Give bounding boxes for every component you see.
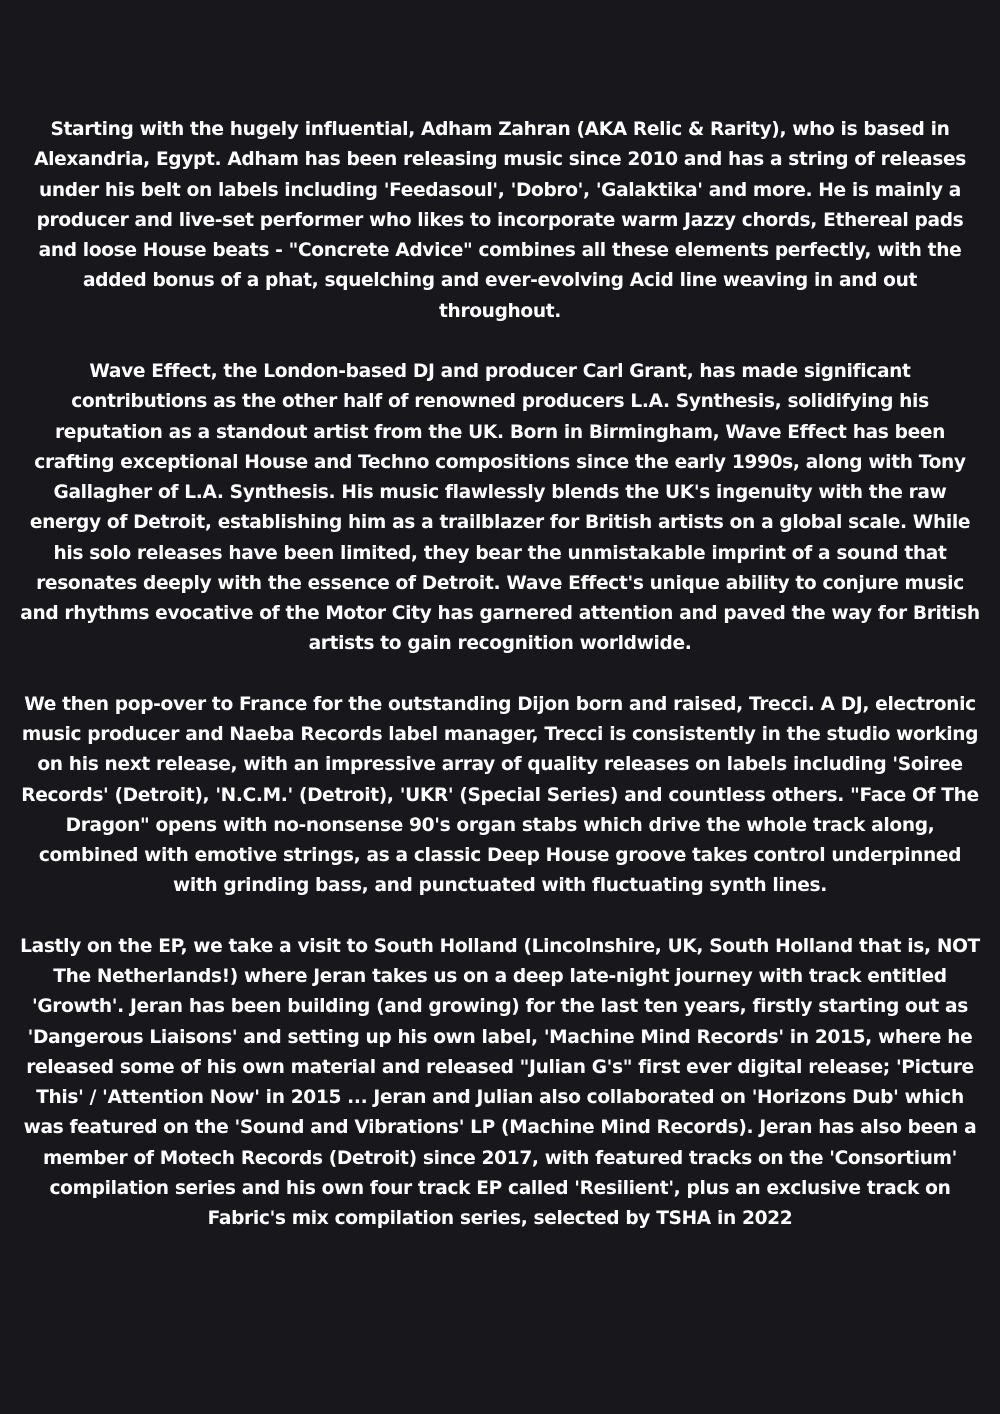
paragraph-adham-zahran: Starting with the hugely influential, Adham Zahran (AKA Relic & Rarity), who is based in Alexandria, Egypt. Adham has been releasing music since 2010 and has a string of releases under his belt on labels including 'Feedasoul', 'Dobro', 'Galaktika' and more. He is mainly a producer and live-set performer who likes to incorporate warm Jazzy chords, Ethereal pads and loose House beats - "Concrete Advice" combines all these elements perfectly, with the added bonus of a phat, squelching and ever-evolving Acid line weaving in and out throughout. <box>34 119 966 322</box>
article-body <box>20 115 980 1234</box>
paragraph-jeran: Lastly on the EP, we take a visit to South Holland (Lincolnshire, UK, South Holland that is, NOT The Netherlands!) where Jeran takes us on a deep late-night journey with track entitled 'Growth'. Jeran has been building (and growing) for the last ten years, firstly starting out as 'Dangerous Liaisons' and setting up his own label, 'Machine Mind Records' in 2015, where he released some of his own material and released "Julian G's" first ever digital release; 'Picture This' / 'Attention Now' in 2015 ... Jeran and Julian also collaborated on 'Horizons Dub' which was featured on the 'Sound and Vibrations' LP (Machine Mind Records). Jeran has also been a member of Motech Records (Detroit) since 2017, with featured tracks on the 'Consortium' compilation series and his own four track EP called 'Resilient', plus an exclusive track on Fabric's mix compilation series, selected by TSHA in 2022 <box>20 935 980 1229</box>
paragraph-wave-effect: Wave Effect, the London-based DJ and producer Carl Grant, has made significant contributions as the other half of renowned producers L.A. Synthesis, solidifying his reputation as a standout artist from the UK. Born in Birmingham, Wave Effect has been crafting exceptional House and Techno compositions since the early 1990s, along with Tony Gallagher of L.A. Synthesis. His music flawlessly blends the UK's ingenuity with the raw energy of Detroit, establishing him as a trailblazer for British artists on a global scale. While his solo releases have been limited, they bear the unmistakable imprint of a sound that resonates deeply with the essence of Detroit. Wave Effect's unique ability to conjure music and rhythms evocative of the Motor City has garnered attention and paved the way for British artists to gain recognition worldwide. <box>20 361 980 655</box>
paragraph-trecci: We then pop-over to France for the outstanding Dijon born and raised, Trecci. A DJ, electronic music producer and Naeba Records label manager, Trecci is consistently in the studio working on his next release, with an impressive array of quality releases on labels including 'Soiree Records' (Detroit), 'N.C.M.' (Detroit), 'UKR' (Special Series) and countless others. "Face Of The Dragon" opens with no-nonsense 90's organ stabs which drive the whole track along, combined with emotive strings, as a classic Deep House groove takes control underpinned with grinding bass, and punctuated with fluctuating synth lines. <box>21 693 979 897</box>
